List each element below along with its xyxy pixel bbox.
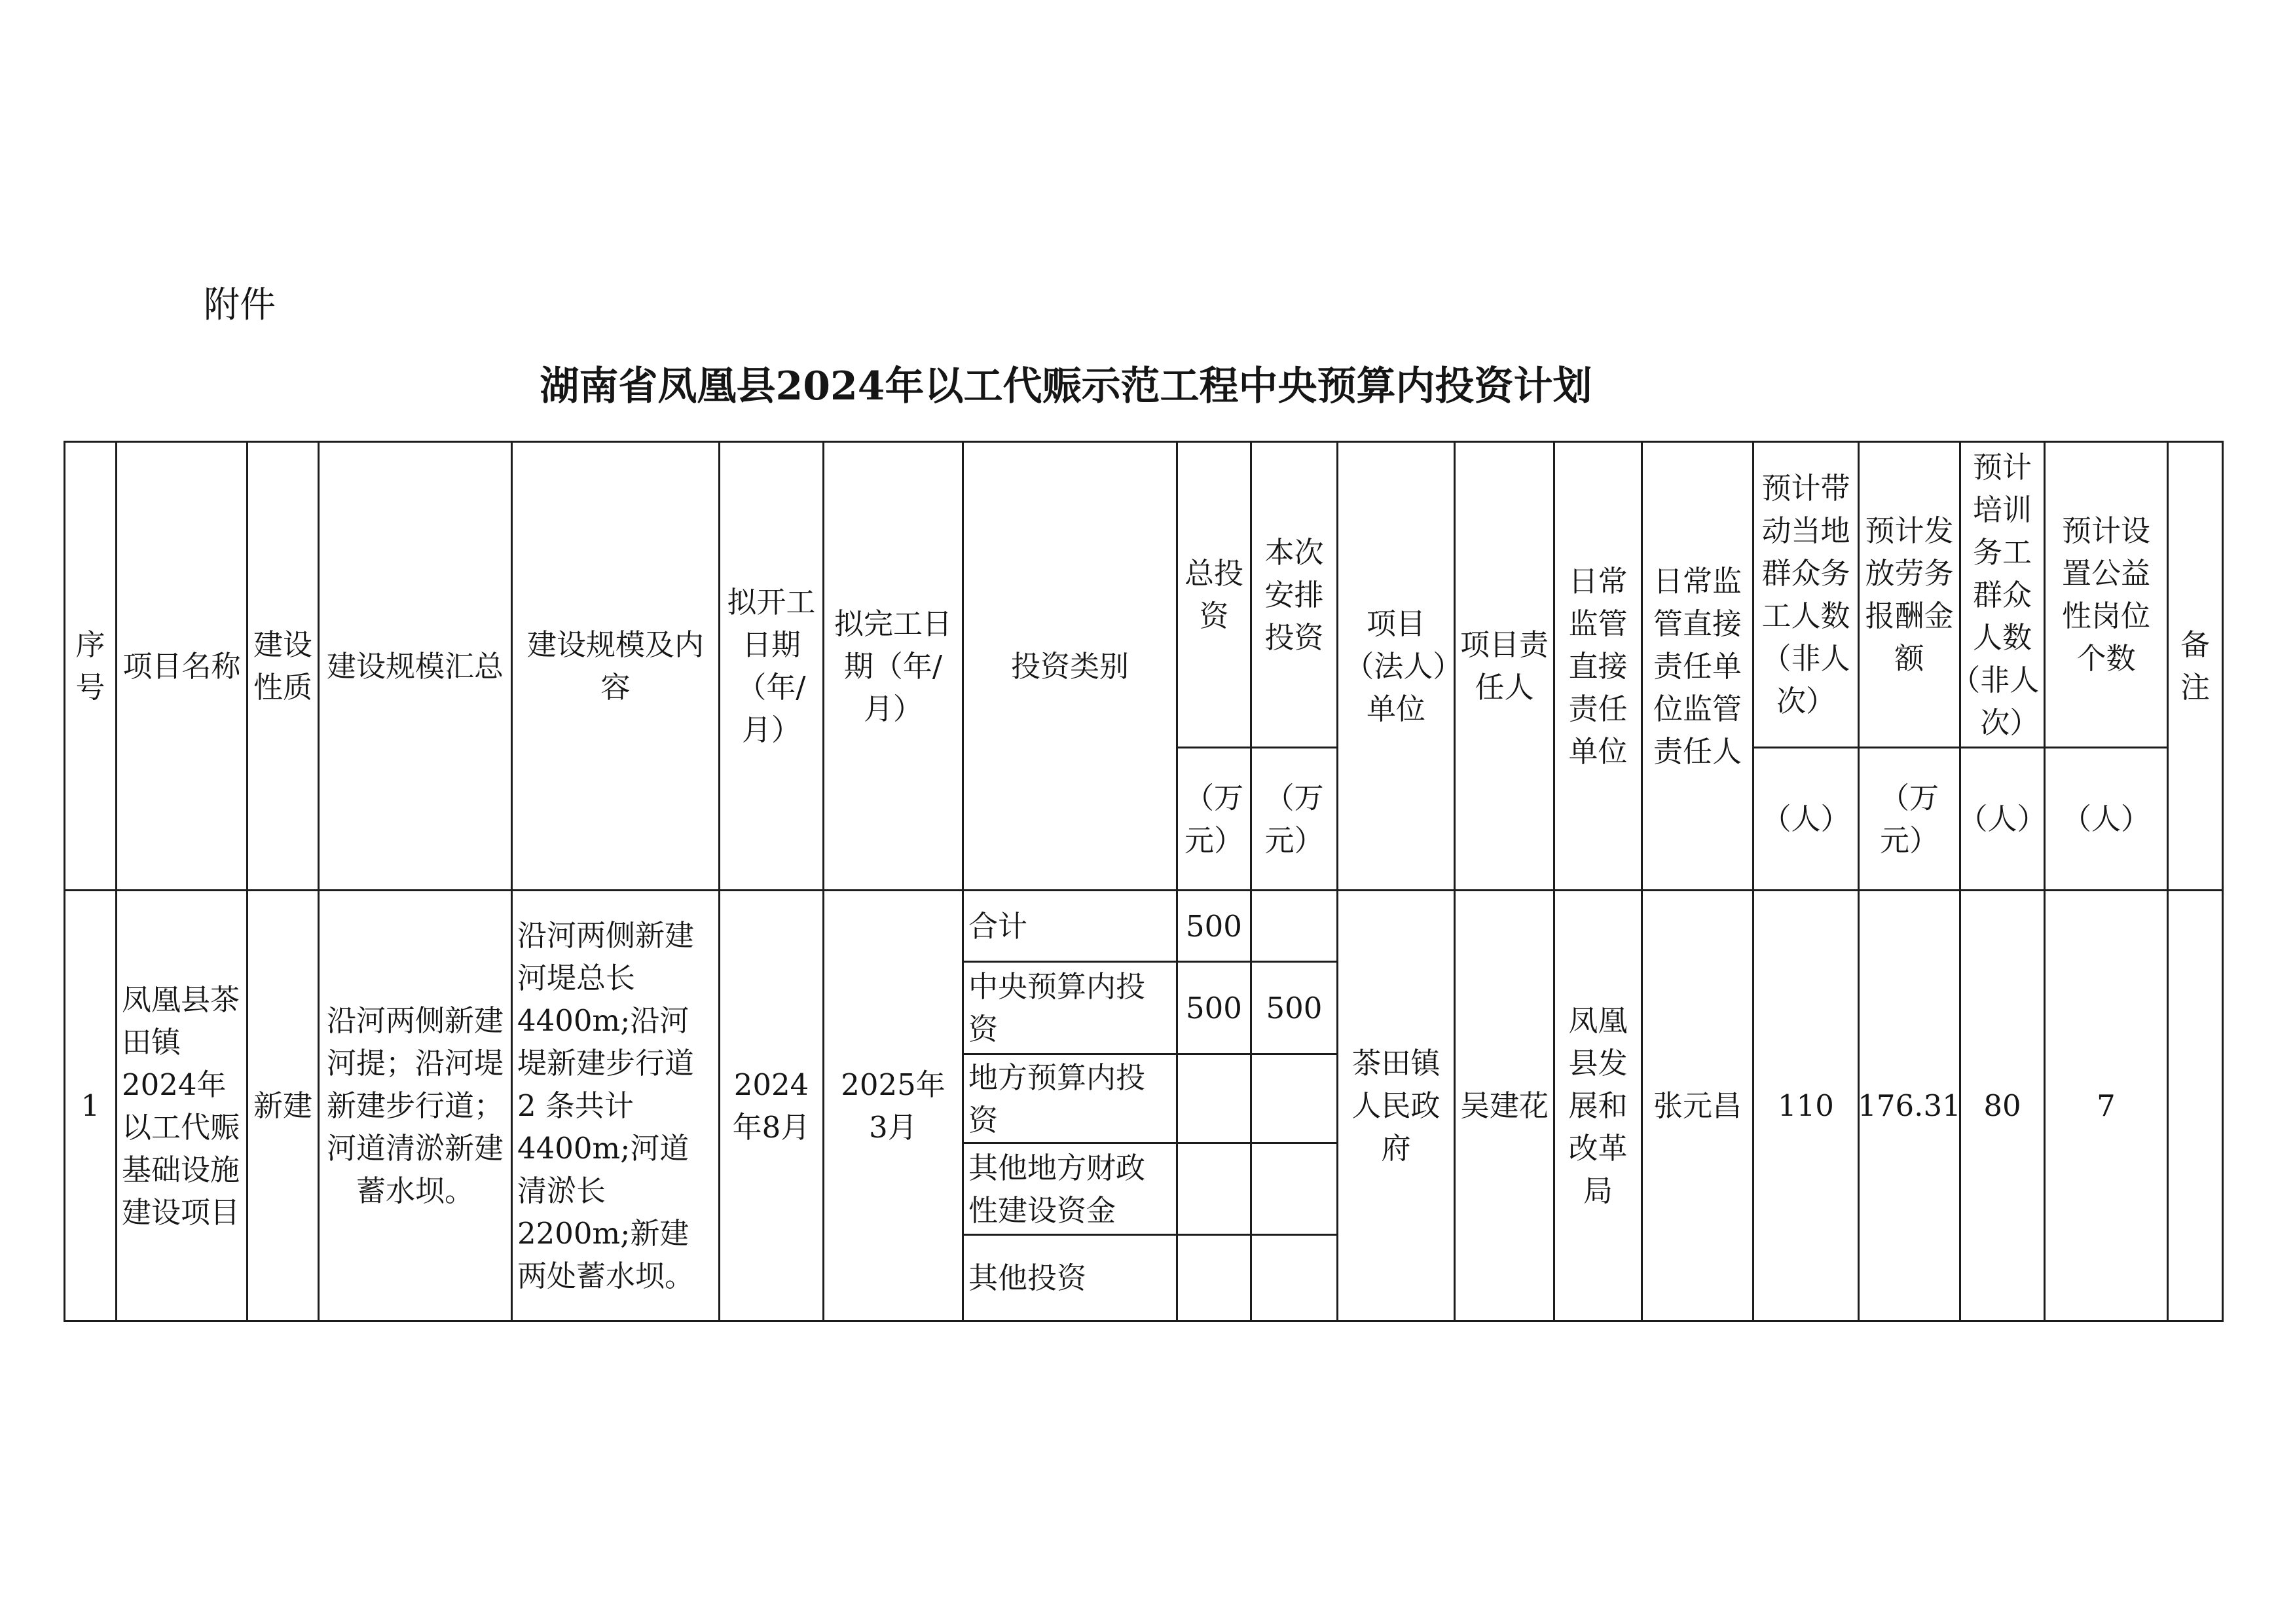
investment-type-other-fiscal: 其他地方财政性建设资金	[968, 1150, 1146, 1228]
header-local-workers-unit-label: （人）	[1761, 802, 1850, 836]
cell-current-investment	[1252, 1236, 1338, 1322]
cell-labor-pay	[1860, 891, 1961, 1322]
cell-project-leader	[1456, 891, 1555, 1322]
cell-current-investment	[1252, 1144, 1338, 1236]
header-total-investment-unit	[1178, 748, 1252, 891]
cell-project-name	[117, 891, 248, 1322]
header-nature	[248, 443, 320, 891]
cell-project-leader-value: 吴建花	[1460, 1088, 1549, 1123]
header-scale-content	[513, 443, 720, 891]
cell-project-name-value: 凤凰县茶田镇2024年以工代赈基础设施建设项目	[122, 982, 240, 1230]
investment-type-total: 合计	[968, 908, 1028, 944]
cell-current-investment	[1252, 1055, 1338, 1144]
cell-seq-value: 1	[81, 1088, 100, 1123]
cell-investment-type	[964, 1236, 1178, 1322]
cell-total-investment	[1178, 1236, 1252, 1322]
header-public-posts-label: 预计设置公益性岗位个数	[2061, 513, 2150, 676]
header-nature-label: 建设性质	[253, 627, 312, 705]
header-trained-workers-unit-label: （人）	[1972, 802, 2032, 836]
cell-local-workers	[1754, 891, 1860, 1322]
header-trained-workers-label: 预计培训务工群众人数（非人次）	[1965, 449, 2040, 740]
cell-project-unit-value: 茶田镇人民政府	[1351, 1046, 1441, 1166]
header-investment-type	[964, 443, 1178, 891]
header-remarks	[2169, 443, 2224, 891]
cell-scale-content-value: 沿河两侧新建河堤总长4400m;沿河堤新建步行道 2 条共计 4400m;河道清淤长2200m;新建两处蓄水坝。	[517, 918, 695, 1293]
total-investment-value: 500	[1186, 990, 1242, 1025]
header-local-workers-label: 预计带动当地群众务工人数（非人次）	[1761, 471, 1850, 718]
cell-trained-workers-value: 80	[1983, 1088, 2021, 1123]
cell-scale-summary	[320, 891, 513, 1322]
header-remarks-label: 备注	[2180, 627, 2210, 705]
cell-labor-pay-value: 176.31	[1858, 1088, 1961, 1123]
header-labor-pay	[1860, 443, 1961, 748]
header-supervision-unit	[1555, 443, 1643, 891]
document-title: 湖南省凤凰县2024年以工代赈示范工程中央预算内投资计划	[540, 363, 1592, 409]
header-current-investment-unit	[1252, 748, 1338, 891]
header-start-date-label: 拟开工日期（年/月）	[727, 585, 816, 747]
cell-public-posts	[2046, 891, 2169, 1322]
header-supervision-unit-label: 日常监管直接责任单位	[1568, 563, 1628, 769]
cell-start-date	[720, 891, 824, 1322]
cell-investment-type	[964, 1055, 1178, 1144]
cell-supervision-unit	[1555, 891, 1643, 1322]
investment-type-other: 其他投资	[968, 1261, 1087, 1295]
cell-current-investment	[1252, 963, 1338, 1055]
cell-supervision-leader	[1643, 891, 1754, 1322]
header-total-investment	[1178, 443, 1252, 748]
header-labor-pay-unit	[1860, 748, 1961, 891]
header-scale-content-label: 建设规模及内容	[526, 627, 704, 705]
cell-total-investment	[1178, 963, 1252, 1055]
cell-start-date-value: 2024年8月	[732, 1067, 811, 1145]
cell-local-workers-value: 110	[1778, 1088, 1834, 1123]
investment-type-central: 中央预算内投资	[968, 969, 1146, 1046]
cell-total-investment	[1178, 1144, 1252, 1236]
header-start-date	[720, 443, 824, 891]
cell-investment-type	[964, 963, 1178, 1055]
header-project-unit-label: 项目（法人）单位	[1344, 606, 1448, 726]
header-seq-label: 序号	[75, 627, 105, 705]
cell-public-posts-value: 7	[2097, 1088, 2116, 1123]
header-project-unit	[1338, 443, 1456, 891]
cell-scale-content	[513, 891, 720, 1322]
cell-nature	[248, 891, 320, 1322]
header-project-leader	[1456, 443, 1555, 891]
cell-total-investment	[1178, 891, 1252, 963]
header-supervision-leader-label: 日常监管直接责任单位监管责任人	[1653, 563, 1742, 769]
header-total-investment-label: 总投资	[1184, 556, 1243, 633]
cell-trained-workers	[1961, 891, 2046, 1322]
header-supervision-leader	[1643, 443, 1754, 891]
header-end-date	[824, 443, 964, 891]
cell-nature-value: 新建	[253, 1088, 312, 1123]
header-labor-pay-label: 预计发放劳务报酬金额	[1865, 513, 1954, 676]
header-project-leader-label: 项目责任人	[1460, 627, 1549, 705]
cell-supervision-unit-value: 凤凰县发展和改革局	[1568, 1003, 1628, 1208]
cell-remarks	[2169, 891, 2224, 1322]
total-investment-value: 500	[1186, 908, 1242, 944]
cell-supervision-leader-value: 张元昌	[1653, 1088, 1742, 1123]
investment-plan-table	[64, 441, 2224, 1322]
cell-investment-type	[964, 891, 1178, 963]
header-current-investment-label: 本次安排投资	[1264, 534, 1324, 655]
header-total-investment-unit-label: （万元）	[1184, 780, 1243, 858]
header-current-investment-unit-label: （万元）	[1264, 780, 1324, 858]
cell-total-investment	[1178, 1055, 1252, 1144]
cell-project-unit	[1338, 891, 1456, 1322]
header-trained-workers-unit	[1961, 748, 2046, 891]
header-scale-summary-label: 建设规模汇总	[326, 648, 504, 684]
header-scale-summary	[320, 443, 513, 891]
header-seq	[65, 443, 117, 891]
header-project-name	[117, 443, 248, 891]
header-public-posts-unit-label: （人）	[2061, 802, 2150, 836]
attachment-label: 附件	[204, 284, 276, 325]
header-trained-workers	[1961, 443, 2046, 748]
header-labor-pay-unit-label: （万元）	[1879, 780, 1939, 858]
cell-seq	[65, 891, 117, 1322]
header-investment-type-label: 投资类别	[1010, 648, 1129, 684]
current-investment-value: 500	[1266, 990, 1323, 1025]
cell-investment-type	[964, 1144, 1178, 1236]
header-public-posts	[2046, 443, 2169, 748]
investment-type-local: 地方预算内投资	[968, 1060, 1146, 1137]
header-project-name-label: 项目名称	[122, 648, 241, 684]
header-local-workers	[1754, 443, 1860, 748]
header-local-workers-unit	[1754, 748, 1860, 891]
cell-current-investment	[1252, 891, 1338, 963]
cell-scale-summary-value: 沿河两侧新建河提；沿河堤新建步行道；河道清淤新建蓄水坝。	[326, 1003, 504, 1208]
header-end-date-label: 拟完工日期（年/月）	[834, 606, 952, 726]
header-public-posts-unit	[2046, 748, 2169, 891]
header-current-investment	[1252, 443, 1338, 748]
cell-end-date-value: 2025年3月	[841, 1067, 946, 1145]
cell-end-date	[824, 891, 964, 1322]
